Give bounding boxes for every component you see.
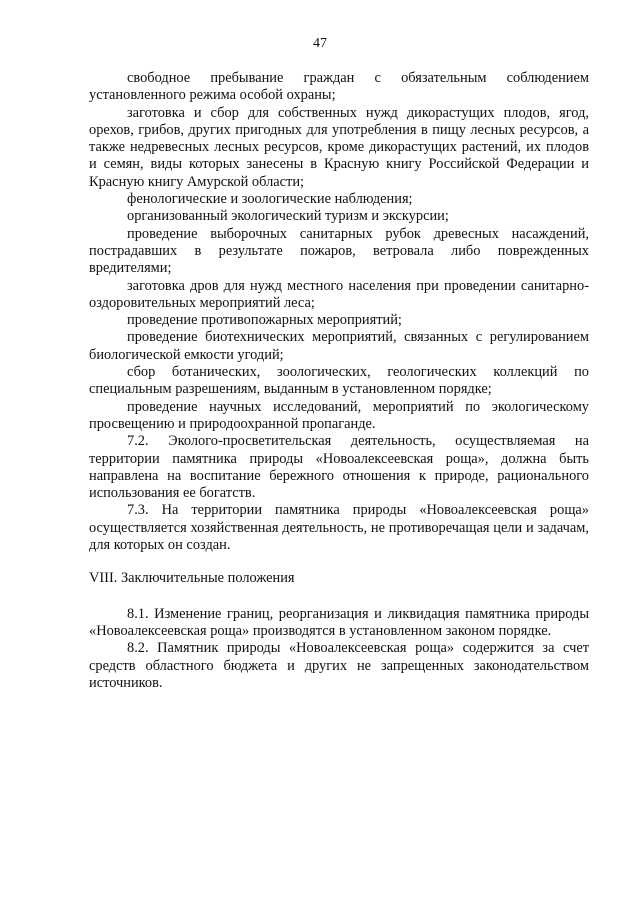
paragraph-8-1: 8.1. Изменение границ, реорганизация и ликвидация памятника природы «Новоалексеевская роща» производятся в установленном законом порядке. <box>89 605 589 639</box>
paragraph-firewood: заготовка дров для нужд местного населения при проведении санитарно-оздоровительных мероприятий леса; <box>89 277 589 311</box>
paragraph-fire-prevention: проведение противопожарных мероприятий; <box>127 312 402 329</box>
paragraph-research: проведение научных исследований, мероприятий по экологическому просвещению и природоохранной пропаганде. <box>89 398 589 432</box>
paragraph-biotechnical: проведение биотехнических мероприятий, связанных с регулированием биологической емкости угодий; <box>89 329 589 363</box>
document-body <box>89 70 589 692</box>
paragraph-observations: фенологические и зоологические наблюдения; <box>127 191 413 208</box>
paragraph-free-stay: свободное пребывание граждан с обязательным соблюдением установленного режима особой охраны; <box>89 70 589 104</box>
paragraph-7-2: 7.2. Эколого-просветительская деятельность, осуществляемая на территории памятника природы «Новоалексеевская роща», должна быть направлена на воспитание бережного отношения к природе, рационального использования ее богатств. <box>89 433 589 502</box>
paragraph-harvesting: заготовка и сбор для собственных нужд дикорастущих плодов, ягод, орехов, грибов, других пригодных для употребления в пищу лесных ресурсов, а также недревесных лесных ресурсов, кроме дикорастущих растений, их плодов и семян, виды которых занесены в Красную книгу Российской Федерации и Красную книгу Амурской области; <box>89 104 589 190</box>
paragraph-7-3: 7.3. На территории памятника природы «Новоалексеевская роща» осуществляется хозяйственная деятельность, не противоречащая цели и задачам, для которых он создан. <box>89 502 589 554</box>
section-heading: VIII. Заключительные положения <box>89 570 295 587</box>
paragraph-collections: сбор ботанических, зоологических, геологических коллекций по специальным разрешениям, выданным в установленном порядке; <box>89 364 589 398</box>
page-number: 47 <box>313 36 327 51</box>
paragraph-tourism: организованный экологический туризм и экскурсии; <box>127 208 449 225</box>
paragraph-sanitary-cutting: проведение выборочных санитарных рубок древесных насаждений, пострадавших в результате пожаров, ветровала либо поврежденных вредителями; <box>89 225 589 277</box>
paragraph-8-2: 8.2. Памятник природы «Новоалексеевская роща» содержится за счет средств областного бюджета и других не запрещенных законодательством источников. <box>89 640 589 691</box>
